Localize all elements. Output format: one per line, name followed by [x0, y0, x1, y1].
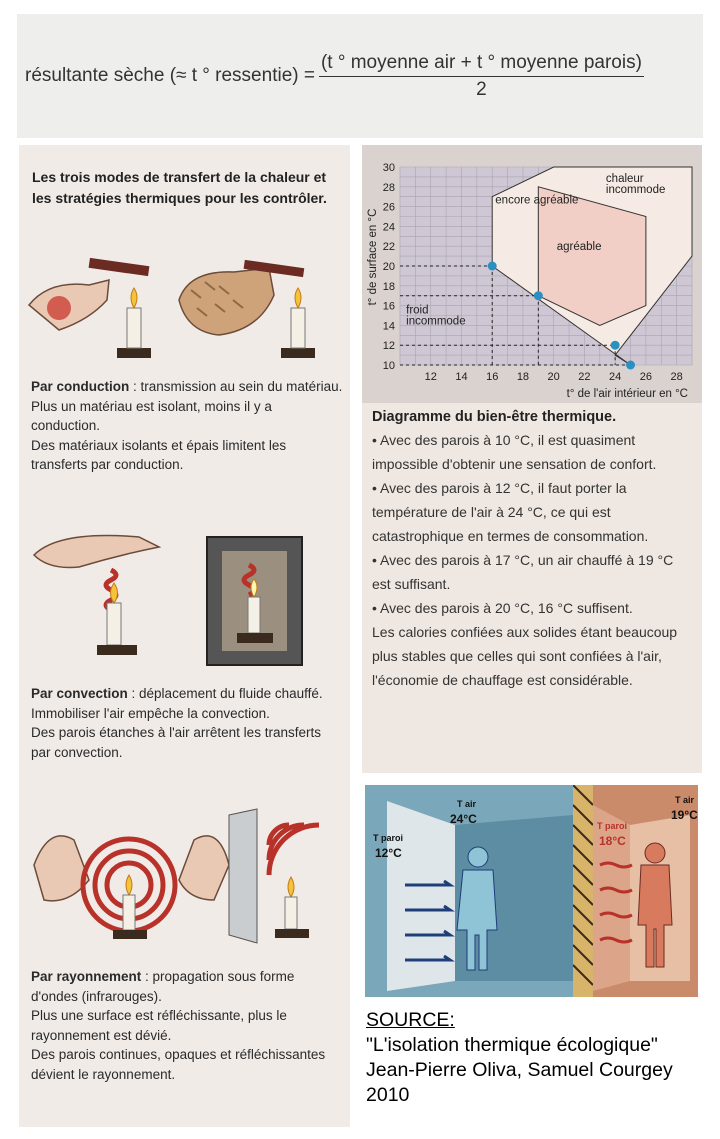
formula-lhs: résultante sèche (≈ t ° ressentie) =	[25, 65, 315, 86]
insulated-wall	[573, 785, 593, 997]
chart-svg	[362, 145, 702, 403]
left-air-label: T air	[457, 799, 477, 809]
data-point	[611, 341, 620, 350]
radiation-line-1: Plus une surface est réfléchissante, plus le rayonnement est dévié.	[31, 1008, 287, 1043]
convection-title: Par convection	[31, 686, 128, 701]
radiation-line-2: Des parois continues, opaques et réfléchissantes dévient le rayonnement.	[31, 1047, 326, 1082]
comfort-chart	[362, 145, 702, 403]
chart-caption	[362, 403, 702, 773]
right-wall-value: 18°C	[599, 834, 626, 848]
convection-line-2: Des parois étanches à l'air arrêtent les transferts par convection.	[31, 725, 321, 760]
x-tick-label: 22	[578, 371, 591, 383]
right-air-value: 19°C	[671, 808, 698, 822]
panel-intro: Les trois modes de transfert de la chaleur et les stratégies thermiques pour les contrôler.	[32, 169, 327, 206]
x-tick-label: 18	[516, 371, 530, 383]
convection-text	[31, 684, 343, 762]
room-comparison-svg	[365, 785, 698, 997]
source-year: 2010	[366, 1084, 410, 1106]
source-book: "L'isolation thermique écologique"	[366, 1034, 658, 1056]
right-air-label: T air	[675, 795, 695, 805]
radiation-title: Par rayonnement	[31, 969, 142, 984]
x-tick-label: 20	[547, 371, 560, 383]
y-tick-label: 22	[382, 241, 395, 254]
data-point	[626, 361, 635, 370]
convection-lead: : déplacement du fluide chauffé.	[127, 686, 323, 701]
conduction-text	[31, 377, 343, 475]
source-citation	[366, 1008, 716, 1108]
y-tick-label: 12	[382, 340, 395, 353]
y-tick-label: 26	[382, 201, 395, 214]
heat-transfer-panel	[19, 145, 350, 1127]
x-tick-label: 14	[455, 371, 468, 383]
caption-bullet-4: • Avec des parois à 20 °C, 16 °C suffisent.	[372, 600, 633, 616]
x-tick-label: 24	[609, 371, 622, 383]
formula-banner	[17, 14, 703, 138]
left-wall-value: 12°C	[375, 846, 402, 860]
conduction-illustration	[19, 250, 350, 370]
annotation-chaleur-incommode: chaleur incommode	[605, 172, 666, 196]
data-point	[534, 291, 543, 300]
data-point	[488, 262, 497, 271]
annotation-froid-incommode: froid incommode	[406, 304, 466, 328]
left-wall-label: T paroi	[373, 833, 404, 843]
caption-bullet-1: • Avec des parois à 10 °C, il est quasiment impossible d'obtenir une sensation de confort.	[372, 432, 657, 472]
radiation-lead: : propagation sous forme d'ondes (infrarouges).	[31, 969, 295, 1004]
conduction-line-2: Des matériaux isolants et épais limitent les transferts par conduction.	[31, 437, 287, 472]
y-tick-label: 16	[382, 300, 395, 313]
x-tick-label: 16	[486, 371, 499, 383]
formula-numerator: (t ° moyenne air + t ° moyenne parois)	[319, 52, 644, 77]
source-heading: SOURCE:	[366, 1009, 455, 1031]
convection-line-1: Immobiliser l'air empêche la convection.	[31, 705, 270, 721]
y-tick-label: 28	[382, 181, 395, 194]
x-axis-label: t° de l'air intérieur en °C	[566, 388, 688, 400]
conduction-title: Par conduction	[31, 379, 130, 394]
caption-bullet-2: • Avec des parois à 12 °C, il faut porter la température de l'air à 24 °C, ce qui est catastrophique en termes de consommation.	[372, 480, 649, 544]
source-authors: Jean-Pierre Oliva, Samuel Courgey	[366, 1059, 673, 1081]
region-encore-agreable-label: encore agréable	[495, 194, 579, 207]
conduction-lead: : transmission au sein du matériau.	[129, 379, 343, 394]
y-tick-label: 10	[382, 360, 395, 372]
y-tick-label: 30	[382, 162, 395, 174]
right-wall-label: T paroi	[597, 821, 628, 831]
left-air-value: 24°C	[450, 812, 477, 826]
caption-title: Diagramme du bien-être thermique.	[372, 409, 617, 425]
x-tick-label: 12	[424, 371, 437, 383]
x-tick-label: 28	[670, 371, 683, 383]
conduction-line-1: Plus un matériau est isolant, moins il y a conduction.	[31, 398, 272, 433]
formula-denominator: 2	[476, 78, 487, 100]
caption-closing: Les calories confiées aux solides étant beaucoup plus stables que celles qui sont confiées à l'air, l'économie de chauffage est considérable.	[372, 624, 678, 688]
y-tick-label: 20	[382, 261, 395, 273]
radiation-text	[31, 967, 343, 1084]
formula-fraction	[319, 52, 644, 101]
y-axis-label: t° de surface en °C	[367, 208, 379, 306]
caption-bullet-3: • Avec des parois à 17 °C, un air chauffé à 19 °C est suffisant.	[372, 552, 674, 592]
convection-illustration	[19, 525, 350, 670]
x-tick-label: 26	[639, 371, 653, 383]
y-tick-label: 14	[382, 320, 395, 333]
region-agreable-label: agréable	[556, 241, 602, 254]
radiation-illustration	[19, 805, 350, 955]
y-tick-label: 24	[382, 221, 395, 234]
room-comparison-illustration	[365, 785, 698, 997]
y-tick-label: 18	[382, 280, 395, 293]
